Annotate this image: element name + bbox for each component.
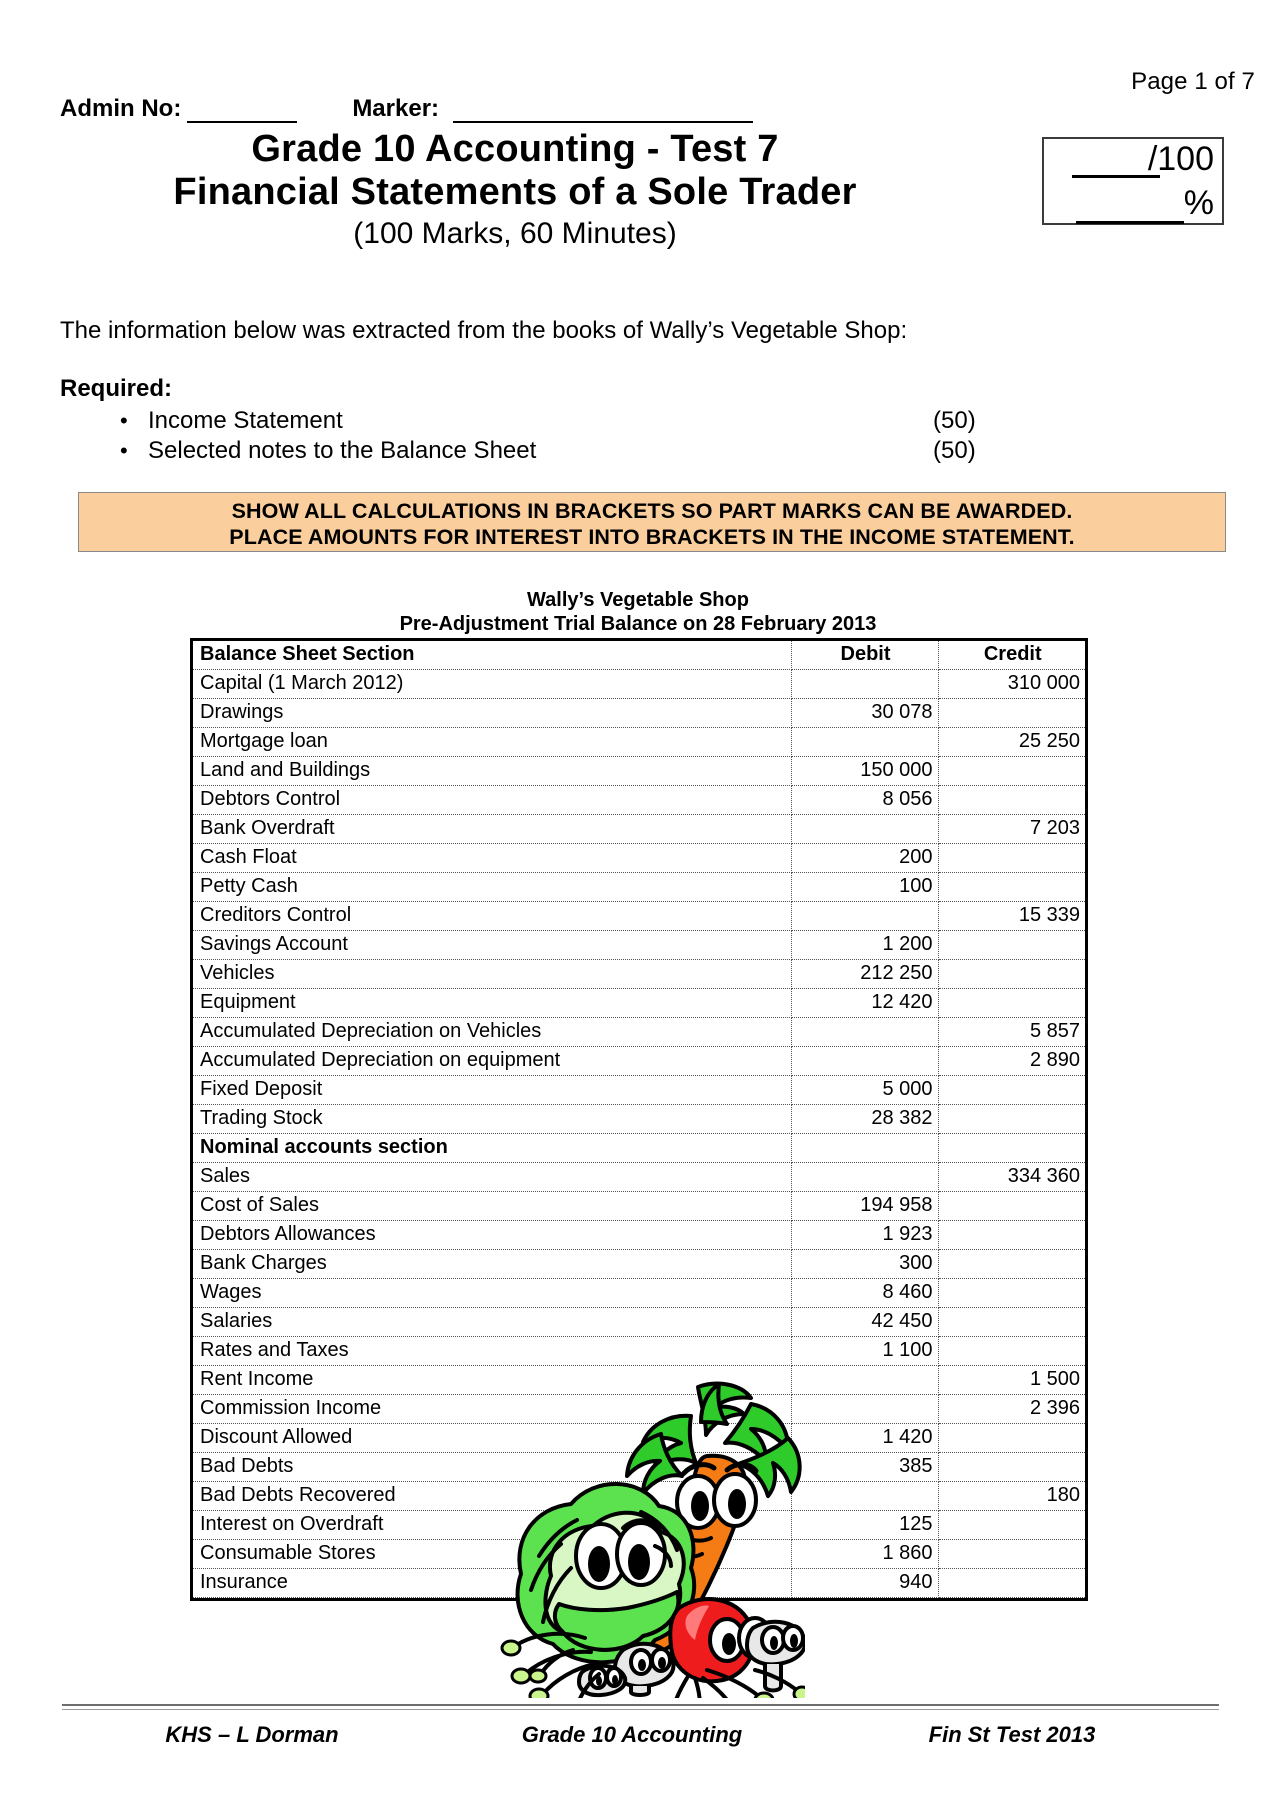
table-row (193, 931, 1085, 960)
cell-account: Interest on Overdraft (193, 1511, 791, 1540)
table-row (193, 1366, 1085, 1395)
cell-account: Consumable Stores (193, 1540, 791, 1569)
cell-debit: 385 (791, 1453, 938, 1482)
list-item (120, 436, 1000, 466)
column-header-debit: Debit (791, 641, 938, 670)
cell-credit: 15 339 (938, 902, 1085, 931)
cell-account: Mortgage loan (193, 728, 791, 757)
table-row (193, 1482, 1085, 1511)
page-footer (62, 1722, 1219, 1748)
cell-debit: 212 250 (791, 960, 938, 989)
cell-account: Bad Debts (193, 1453, 791, 1482)
instruction-notice (78, 492, 1226, 552)
title-line-3: (100 Marks, 60 Minutes) (353, 217, 677, 251)
cell-debit (791, 1163, 938, 1192)
cell-credit (938, 1424, 1085, 1453)
cell-debit (791, 1018, 938, 1047)
cell-credit (938, 1192, 1085, 1221)
cell-debit: 940 (791, 1569, 938, 1598)
table-row (193, 1105, 1085, 1134)
cell-account: Fixed Deposit (193, 1076, 791, 1105)
column-header-account: Balance Sheet Section (193, 641, 791, 670)
trial-balance-table (193, 641, 1085, 1598)
footer-right: Fin St Test 2013 (928, 1722, 1096, 1747)
table-row (193, 989, 1085, 1018)
required-list (120, 406, 1000, 466)
table-row (193, 1569, 1085, 1598)
required-heading: Required: (60, 375, 173, 402)
cell-account: Creditors Control (193, 902, 791, 931)
cell-debit: 1 860 (791, 1540, 938, 1569)
cell-account: Sales (193, 1163, 791, 1192)
table-row (193, 1424, 1085, 1453)
table-row (193, 1308, 1085, 1337)
notice-line-2: PLACE AMOUNTS FOR INTEREST INTO BRACKETS IN THE INCOME STATEMENT. (229, 525, 1075, 549)
mark-percent-blank[interactable] (1076, 221, 1184, 224)
cell-debit: 28 382 (791, 1105, 938, 1134)
cell-credit (938, 699, 1085, 728)
cell-debit: 12 420 (791, 989, 938, 1018)
notice-line-1: SHOW ALL CALCULATIONS IN BRACKETS SO PART MARKS CAN BE AWARDED. (231, 499, 1073, 523)
cell-credit: 5 857 (938, 1018, 1085, 1047)
table-row (193, 1511, 1085, 1540)
table-caption-line-2: Pre-Adjustment Trial Balance on 28 February 2013 (399, 613, 877, 635)
table-row (193, 902, 1085, 931)
cell-debit: 1 420 (791, 1424, 938, 1453)
admin-no-label: Admin No: (60, 95, 182, 122)
cell-credit (938, 1076, 1085, 1105)
admin-no-field[interactable] (187, 101, 297, 123)
table-row (193, 1453, 1085, 1482)
cell-account: Accumulated Depreciation on equipment (193, 1047, 791, 1076)
mark-percent-row[interactable] (1044, 183, 1222, 227)
cell-credit: 334 360 (938, 1163, 1085, 1192)
title-line-1: Grade 10 Accounting - Test 7 (251, 128, 779, 170)
cell-credit (938, 786, 1085, 815)
intro-paragraph: The information below was extracted from the books of Wally’s Vegetable Shop: (60, 317, 908, 344)
cell-account: Capital (1 March 2012) (193, 670, 791, 699)
cell-debit: 194 958 (791, 1192, 938, 1221)
page-title (0, 128, 1030, 253)
table-row (193, 1076, 1085, 1105)
cell-account: Insurance (193, 1569, 791, 1598)
table-row (193, 1250, 1085, 1279)
cell-credit: 2 890 (938, 1047, 1085, 1076)
table-row (193, 699, 1085, 728)
cell-account: Wages (193, 1279, 791, 1308)
cell-account: Bank Overdraft (193, 815, 791, 844)
cell-credit: 310 000 (938, 670, 1085, 699)
cell-credit: 1 500 (938, 1366, 1085, 1395)
required-item-marks: (50) (933, 407, 976, 434)
cell-credit (938, 1308, 1085, 1337)
mark-total-label: /100 (1147, 140, 1214, 178)
cell-account: Petty Cash (193, 873, 791, 902)
cell-account: Trading Stock (193, 1105, 791, 1134)
cell-credit (938, 1134, 1085, 1163)
mark-percent-label: % (1183, 184, 1214, 222)
table-row (193, 1018, 1085, 1047)
table-row (193, 1540, 1085, 1569)
column-header-credit: Credit (938, 641, 1085, 670)
cell-credit (938, 931, 1085, 960)
cell-debit (791, 670, 938, 699)
cell-account: Bank Charges (193, 1250, 791, 1279)
table-caption-line-1: Wally’s Vegetable Shop (527, 589, 749, 611)
cell-debit: 200 (791, 844, 938, 873)
mark-total-blank[interactable] (1072, 175, 1160, 178)
cell-credit (938, 1279, 1085, 1308)
cell-credit (938, 1569, 1085, 1598)
mark-box (1042, 137, 1224, 225)
marker-label: Marker: (352, 95, 440, 122)
table-row (193, 670, 1085, 699)
table-row (193, 1279, 1085, 1308)
cell-debit: 1 100 (791, 1337, 938, 1366)
required-item-marks: (50) (933, 437, 976, 464)
cell-credit (938, 1540, 1085, 1569)
cell-debit: 100 (791, 873, 938, 902)
cell-debit (791, 1366, 938, 1395)
cell-debit (791, 728, 938, 757)
footer-left: KHS – L Dorman (165, 1722, 339, 1747)
cell-debit: 5 000 (791, 1076, 938, 1105)
cell-debit: 8 056 (791, 786, 938, 815)
cell-credit (938, 1511, 1085, 1540)
cell-debit: 42 450 (791, 1308, 938, 1337)
cell-debit (791, 1395, 938, 1424)
table-row (193, 1134, 1085, 1163)
cell-credit (938, 873, 1085, 902)
cell-debit: 150 000 (791, 757, 938, 786)
cell-credit: 2 396 (938, 1395, 1085, 1424)
table-row (193, 757, 1085, 786)
page-indicator: Page 1 of 7 (1131, 68, 1255, 95)
table-row (193, 1192, 1085, 1221)
admin-marker-line (60, 95, 753, 123)
footer-divider (62, 1704, 1219, 1710)
table-caption (188, 588, 1088, 636)
cell-account: Debtors Control (193, 786, 791, 815)
cell-debit (791, 1047, 938, 1076)
marker-field[interactable] (453, 101, 753, 123)
cell-credit (938, 1453, 1085, 1482)
cell-account: Accumulated Depreciation on Vehicles (193, 1018, 791, 1047)
cell-credit: 25 250 (938, 728, 1085, 757)
cell-credit: 7 203 (938, 815, 1085, 844)
cell-debit: 125 (791, 1511, 938, 1540)
bullet-icon: • (120, 408, 128, 433)
cell-account: Equipment (193, 989, 791, 1018)
table-row (193, 728, 1085, 757)
cell-debit: 1 923 (791, 1221, 938, 1250)
table-row (193, 960, 1085, 989)
cell-account: Rent Income (193, 1366, 791, 1395)
table-row (193, 844, 1085, 873)
cell-account: Drawings (193, 699, 791, 728)
cell-credit: 180 (938, 1482, 1085, 1511)
cell-account: Cash Float (193, 844, 791, 873)
mark-total-row[interactable] (1044, 139, 1222, 183)
table-row (193, 815, 1085, 844)
table-row (193, 786, 1085, 815)
table-row (193, 1163, 1085, 1192)
cell-debit: 300 (791, 1250, 938, 1279)
cell-account: Cost of Sales (193, 1192, 791, 1221)
cell-account: Salaries (193, 1308, 791, 1337)
cell-credit (938, 1250, 1085, 1279)
cell-debit (791, 1482, 938, 1511)
cell-account: Rates and Taxes (193, 1337, 791, 1366)
table-header-row (193, 641, 1085, 670)
table-row (193, 1221, 1085, 1250)
trial-balance-table-wrapper (190, 638, 1088, 1601)
required-item-label: Income Statement (148, 407, 343, 434)
cell-account: Land and Buildings (193, 757, 791, 786)
cell-account: Nominal accounts section (193, 1134, 791, 1163)
cell-debit (791, 815, 938, 844)
cell-credit (938, 844, 1085, 873)
table-row (193, 1395, 1085, 1424)
cell-account: Commission Income (193, 1395, 791, 1424)
cell-account: Vehicles (193, 960, 791, 989)
cell-credit (938, 757, 1085, 786)
cell-credit (938, 1221, 1085, 1250)
cell-account: Debtors Allowances (193, 1221, 791, 1250)
table-row (193, 1337, 1085, 1366)
cell-credit (938, 960, 1085, 989)
table-row (193, 1047, 1085, 1076)
cell-account: Bad Debts Recovered (193, 1482, 791, 1511)
cell-debit: 1 200 (791, 931, 938, 960)
footer-center: Grade 10 Accounting (521, 1722, 743, 1747)
cell-account: Savings Account (193, 931, 791, 960)
cell-credit (938, 989, 1085, 1018)
required-item-label: Selected notes to the Balance Sheet (148, 437, 537, 464)
cell-account: Discount Allowed (193, 1424, 791, 1453)
cell-debit: 30 078 (791, 699, 938, 728)
cell-debit (791, 1134, 938, 1163)
cell-credit (938, 1337, 1085, 1366)
cell-debit: 8 460 (791, 1279, 938, 1308)
bullet-icon: • (120, 438, 128, 463)
table-row (193, 873, 1085, 902)
list-item (120, 406, 1000, 436)
title-line-2: Financial Statements of a Sole Trader (173, 170, 857, 213)
cell-credit (938, 1105, 1085, 1134)
cell-debit (791, 902, 938, 931)
